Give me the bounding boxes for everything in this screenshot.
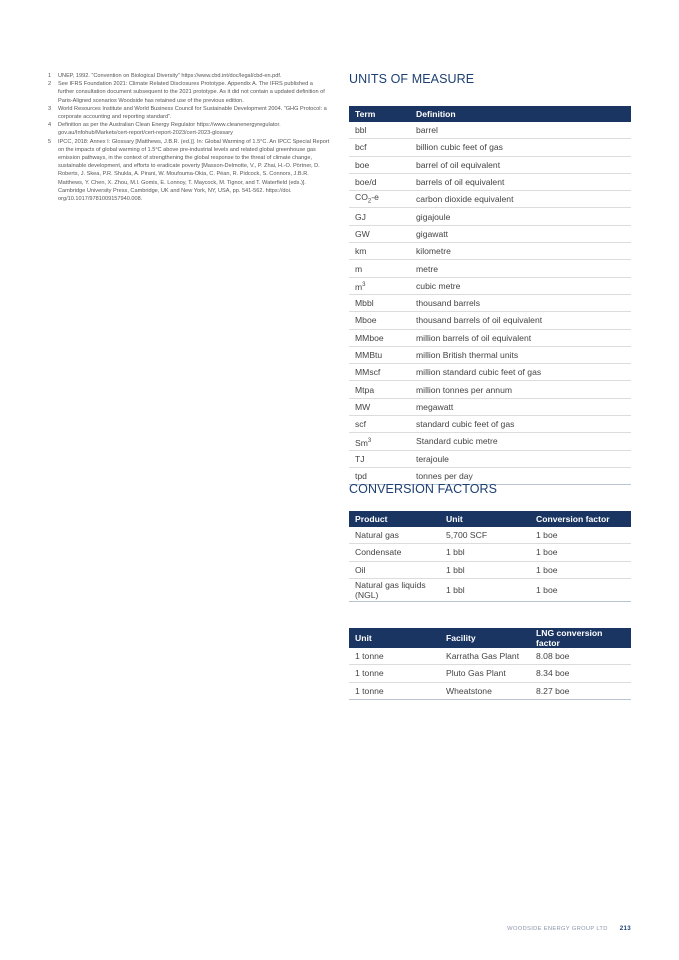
table-row <box>349 527 631 544</box>
term-cell <box>349 277 410 294</box>
definition-cell: thousand barrels <box>410 294 631 311</box>
table-header-row <box>349 628 631 648</box>
conversion-table-body <box>349 527 631 601</box>
conversion-factors-heading: CONVERSION FACTORS <box>349 482 498 496</box>
footnote <box>48 138 330 204</box>
footnote-text: UNEP, 1992. “Convention on Biological Diversity” https://www.cbd.int/doc/legal/cbd-en.pdf. <box>58 73 282 79</box>
footnote-number: 4 <box>48 122 52 129</box>
units-table <box>349 106 631 485</box>
footnote <box>48 80 330 105</box>
table-row <box>349 243 631 260</box>
term-cell: MMBtu <box>349 346 410 363</box>
units-table-body <box>349 122 631 485</box>
definition-cell: gigajoule <box>410 208 631 225</box>
footnote <box>48 105 330 121</box>
table-row <box>349 260 631 277</box>
table-row <box>349 191 631 208</box>
definition-cell: terajoule <box>410 450 631 467</box>
term-cell: Mboe <box>349 312 410 329</box>
table-row <box>349 277 631 294</box>
term-cell: MW <box>349 398 410 415</box>
table-header-row <box>349 106 631 122</box>
term-text: m <box>355 281 363 292</box>
table-row <box>349 156 631 173</box>
table-row <box>349 682 631 699</box>
unit-cell: 1 tonne <box>349 665 440 682</box>
conversion-factor-cell: 1 boe <box>530 561 631 578</box>
term-cell: bbl <box>349 122 410 139</box>
table-row <box>349 450 631 467</box>
definition-cell: cubic metre <box>410 277 631 294</box>
term-cell <box>349 433 410 450</box>
definition-cell: barrel <box>410 122 631 139</box>
lng-conversion-factor-cell: 8.34 boe <box>530 665 631 682</box>
definition-cell: metre <box>410 260 631 277</box>
definition-cell: million British thermal units <box>410 346 631 363</box>
table-row <box>349 398 631 415</box>
table-header-row <box>349 511 631 527</box>
conversion-factors-section <box>349 511 631 602</box>
table-row <box>349 294 631 311</box>
term-text: CO <box>355 191 368 202</box>
term-text: Sm <box>355 437 368 448</box>
conversion-table <box>349 511 631 602</box>
footnote-number: 3 <box>48 105 52 112</box>
term-cell: MMscf <box>349 364 410 381</box>
table-row <box>349 561 631 578</box>
page-footer <box>507 925 631 932</box>
definition-cell: standard cubic feet of gas <box>410 416 631 433</box>
footnote-text: See IFRS Foundation 2021: Climate Related Disclosures Prototype. Appendix A. The IFRS published a further consultation document subsequent to the 2021 prototype. As it did not contain a updated definition of Paris-Aligned scenarios Woodside has retained use of the previous edition. <box>58 81 325 104</box>
definition-cell: thousand barrels of oil equivalent <box>410 312 631 329</box>
table-row <box>349 648 631 665</box>
page-number: 213 <box>619 925 631 932</box>
product-cell: Natural gas liquids (NGL) <box>349 578 440 601</box>
unit-cell: 1 bbl <box>440 561 530 578</box>
term-superscript: 3 <box>362 281 366 288</box>
term-cell: scf <box>349 416 410 433</box>
product-cell: Natural gas <box>349 527 440 544</box>
term-cell: m <box>349 260 410 277</box>
term-cell: MMboe <box>349 329 410 346</box>
term-cell: bcf <box>349 139 410 156</box>
facility-cell: Karratha Gas Plant <box>440 648 530 665</box>
definition-cell: barrel of oil equivalent <box>410 156 631 173</box>
term-superscript: 3 <box>367 437 372 444</box>
term-cell: Mtpa <box>349 381 410 398</box>
term-cell: TJ <box>349 450 410 467</box>
lng-conversion-factor-cell: 8.27 boe <box>530 682 631 699</box>
definition-cell: megawatt <box>410 398 631 415</box>
definition-cell: million standard cubic feet of gas <box>410 364 631 381</box>
definition-cell: billion cubic feet of gas <box>410 139 631 156</box>
term-subscript: 2 <box>367 198 372 205</box>
unit-cell: 1 bbl <box>440 578 530 601</box>
footnote-text: IPCC, 2018: Annex I: Glossary [Matthews, J.B.R. (ed.)]. In: Global Warming of 1.5°C. An IPCC Special Report on the impacts of global warming of 1.5°C above pre-industrial levels and related global greenhouse gas emission pathways, in the context of strengthening the global response to the threat of climate change, sustainable development, and efforts to eradicate poverty [Masson-Delmotte, V., P. Zhai, H.-O. Pörtner, D. Roberts, J. Skea, P.R. Shukla, A. Pirani, W. Moufouma-Okia, C. Péan, R. Pidcock, S. Connors, J.B.R. Matthews, Y. Chen, X. Zhou, M.I. Gomis, E. Lonnoy, T. Maycock, M. Tignor, and T. Waterfield (eds.)]. Cambridge University Press, Cambridge, UK and New York, NY, USA, pp. 541-562. https://doi. org/10.1017/9781009157940.008. <box>58 138 330 203</box>
conversion-factor-cell: 1 boe <box>530 527 631 544</box>
unit-cell: 1 bbl <box>440 544 530 561</box>
footnotes <box>48 72 330 203</box>
product-cell: Condensate <box>349 544 440 561</box>
column-header-term: Term <box>349 106 410 122</box>
definition-cell: carbon dioxide equivalent <box>410 191 631 208</box>
units-of-measure-section <box>349 106 631 485</box>
unit-cell: 1 tonne <box>349 682 440 699</box>
column-header-unit: Unit <box>349 628 440 648</box>
definition-cell: barrels of oil equivalent <box>410 173 631 190</box>
column-header-conversion-factor: Conversion factor <box>530 511 631 527</box>
column-header-lng-conversion-factor: LNG conversion factor <box>530 628 631 648</box>
term-cell: boe <box>349 156 410 173</box>
definition-cell: gigawatt <box>410 225 631 242</box>
table-row <box>349 544 631 561</box>
footnote <box>48 121 330 137</box>
definition-cell: million tonnes per annum <box>410 381 631 398</box>
term-cell: tpd <box>349 467 410 484</box>
table-row <box>349 578 631 601</box>
unit-cell: 5,700 SCF <box>440 527 530 544</box>
table-row <box>349 122 631 139</box>
column-header-unit: Unit <box>440 511 530 527</box>
table-row <box>349 381 631 398</box>
footnote-text: World Resources Institute and World Business Council for Sustainable Development 2004. “GHG Protocol: a corporate accounting and reporting standard”. <box>58 105 327 121</box>
definition-cell: million barrels of oil equivalent <box>410 329 631 346</box>
facility-cell: Wheatstone <box>440 682 530 699</box>
column-header-facility: Facility <box>440 628 530 648</box>
table-row <box>349 173 631 190</box>
table-row <box>349 433 631 450</box>
facility-cell: Pluto Gas Plant <box>440 665 530 682</box>
lng-conversion-section <box>349 628 631 700</box>
units-of-measure-heading: UNITS OF MEASURE <box>349 72 475 86</box>
term-suffix: -e <box>371 191 379 202</box>
table-row <box>349 346 631 363</box>
footnote-number: 1 <box>48 73 52 79</box>
table-row <box>349 364 631 381</box>
conversion-factor-cell: 1 boe <box>530 544 631 561</box>
term-cell: Mbbl <box>349 294 410 311</box>
definition-cell: Standard cubic metre <box>410 433 631 450</box>
table-row <box>349 416 631 433</box>
footnote <box>48 72 330 80</box>
table-row <box>349 139 631 156</box>
product-cell: Oil <box>349 561 440 578</box>
definition-cell: kilometre <box>410 243 631 260</box>
lng-conversion-table <box>349 628 631 700</box>
footnote-text: Definition as per the Australian Clean Energy Regulator https://www.cleanenergyregulator. gov.au/Infohub/Markets/cert-report/cert-report-2023/cert-2023-glossary <box>58 122 281 137</box>
table-row <box>349 329 631 346</box>
lng-conversion-factor-cell: 8.08 boe <box>530 648 631 665</box>
term-cell: km <box>349 243 410 260</box>
term-cell: GW <box>349 225 410 242</box>
term-cell: GJ <box>349 208 410 225</box>
company-name: WOODSIDE ENERGY GROUP LTD <box>507 926 608 932</box>
table-row <box>349 225 631 242</box>
definition-cell: tonnes per day <box>410 467 631 484</box>
table-row <box>349 665 631 682</box>
column-header-product: Product <box>349 511 440 527</box>
unit-cell: 1 tonne <box>349 648 440 665</box>
footnote-number: 2 <box>48 81 52 88</box>
lng-table-body <box>349 648 631 699</box>
term-cell <box>349 191 410 208</box>
table-row <box>349 208 631 225</box>
table-row <box>349 312 631 329</box>
term-cell: boe/d <box>349 173 410 190</box>
footnote-number: 5 <box>48 138 52 145</box>
conversion-factor-cell: 1 boe <box>530 578 631 601</box>
column-header-definition: Definition <box>410 106 631 122</box>
